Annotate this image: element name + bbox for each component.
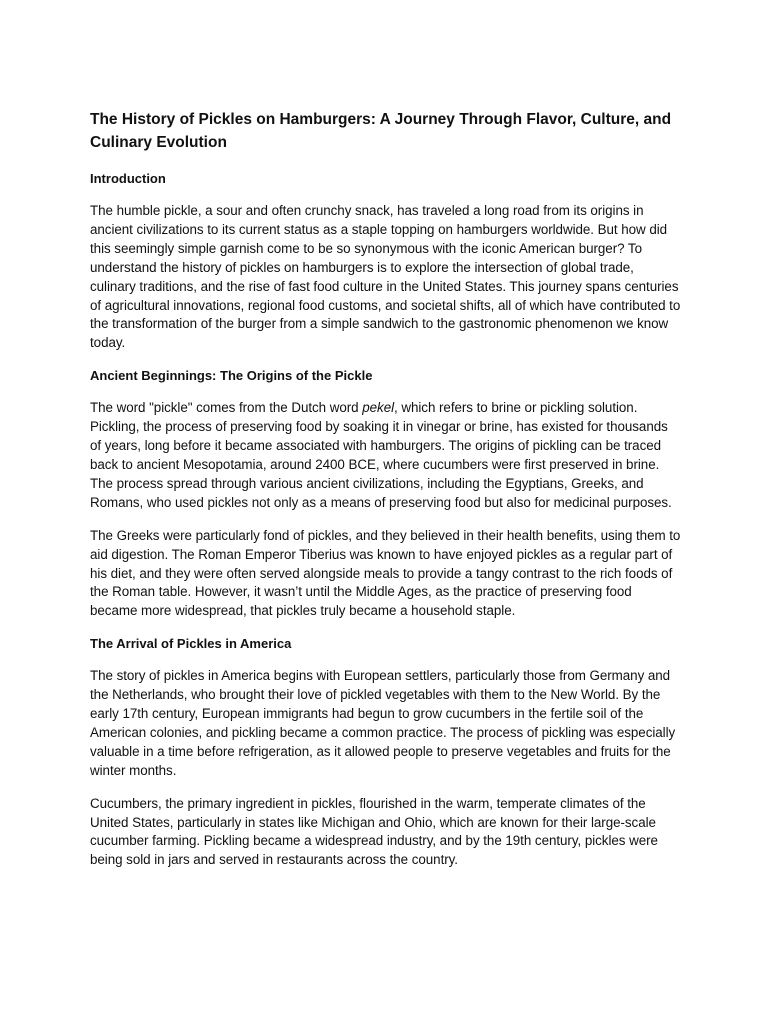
section-heading: The Arrival of Pickles in America xyxy=(90,636,292,652)
section-arrival-in-america xyxy=(90,635,682,870)
paragraph xyxy=(90,399,682,512)
paragraph: The Greeks were particularly fond of pickles, and they believed in their health benefits, using them to aid digestion. The Roman Emperor Tiberius was known to have enjoyed pickles as a regular part of his diet, and they were often served alongside meals to provide a tangy contrast to the rich foods of the Roman table. However, it wasn’t until the Middle Ages, as the practice of preserving food became more widespread, that pickles truly became a household staple. xyxy=(90,527,681,619)
document-page xyxy=(90,108,682,884)
paragraph: The humble pickle, a sour and often crunchy snack, has traveled a long road from its origins in ancient civilizations to its current status as a staple topping on hamburgers worldwide. But how did this seemingly simple garnish come to be so synonymous with the iconic American burger? To understand the history of pickles on hamburgers is to explore the intersection of global trade, culinary traditions, and the rise of fast food culture in the United States. This journey spans centuries of agricultural innovations, regional food customs, and societal shifts, all of which have contributed to the transformation of the burger from a simple sandwich to the gastronomic phenomenon we know today. xyxy=(90,203,681,351)
paragraph-text: The word "pickle" comes from the Dutch word xyxy=(90,400,363,416)
paragraph-text: , which refers to brine or pickling solution. Pickling, the process of preserving food by soaking it in vinegar or brine, has existed for thousands of years, long before it became associated with hamburgers. The origins of pickling can be traced back to ancient Mesopotamia, around 2400 BCE, where cucumbers were first preserved in brine. The process spread through various ancient civilizations, including the Egyptians, Greeks, and Romans, who used pickles not only as a means of preserving food but also for medicinal purposes. xyxy=(90,400,672,510)
section-heading: Introduction xyxy=(90,171,166,186)
section-heading: Ancient Beginnings: The Origins of the Pickle xyxy=(90,368,373,384)
section-introduction xyxy=(90,170,682,353)
italic-word: pekel xyxy=(362,400,395,416)
paragraph: Cucumbers, the primary ingredient in pickles, flourished in the warm, temperate climates of the United States, particularly in states like Michigan and Ohio, which are known for their large-scale cucumber farming. Pickling became a widespread industry, and by the 19th century, pickles were being sold in jars and served in restaurants across the country. xyxy=(90,795,658,868)
document-title: The History of Pickles on Hamburgers: A Journey Through Flavor, Culture, and Culinary Evolution xyxy=(90,111,672,151)
section-ancient-beginnings xyxy=(90,367,682,621)
paragraph: The story of pickles in America begins with European settlers, particularly those from Germany and the Netherlands, who brought their love of pickled vegetables with them to the New World. By the early 17th century, European immigrants had begun to grow cucumbers in the fertile soil of the American colonies, and pickling became a common practice. The process of pickling was especially valuable in a time before refrigeration, as it allowed people to preserve vegetables and fruits for the winter months. xyxy=(90,668,676,778)
